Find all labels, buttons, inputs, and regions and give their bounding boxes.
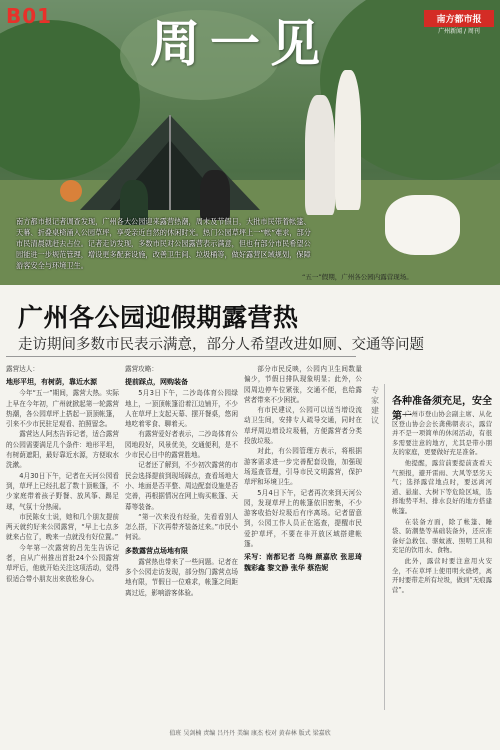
person-figure [305, 95, 335, 215]
reporter-credits: 采写：南都记者 乌梅 颜嘉欣 张思琦 魏彩鑫 黎文静 张华 蔡浩妮 [244, 553, 362, 573]
paragraph: 露营达人阿杰告诉记者，适合露营的公园需要满足几个条件：地形平坦，有树荫遮阳，最好靠近水源，方便取水洗漱。 [6, 430, 119, 470]
sidebar-text [392, 410, 492, 596]
paragraph: 5月4日下午，记者再次来到天河公园，发现草坪上的帐篷依旧密集，不少游客收拾好垃圾后有序离场。记者留意到，公园工作人员正在巡查，提醒市民爱护草坪，不要在非开放区域搭建帐篷。 [244, 488, 362, 549]
paragraph: 他提醒，露营前要提前查看天气预报，避开雷雨、大风等恶劣天气；选择露营地点时，要远离河道、悬崖、大树下等危险区域，选择地势平坦、排水良好的地方搭建帐篷。 [392, 458, 492, 515]
paragraph: 部分市民反映，公园内卫生间数量偏少，节假日排队现象明显；此外，公园周边停车位紧张，交通不便，也给露营者带来不少困扰。 [244, 365, 362, 404]
article-column-3 [244, 364, 362, 574]
paragraph: 市民陈女士说，她和几个朋友提前两天就约好来公园露营，“早上七点多就来占位了，晚来一点就没有好位置。” [6, 512, 119, 542]
paragraph: 4月30日下午，记者在天河公园看到，草坪上已经扎起了数十顶帐篷，不少家庭带着孩子野餐、放风筝、踢足球，气氛十分热闹。 [6, 471, 119, 511]
section-head: 多数露营点场地有限 [125, 546, 188, 555]
page-number: B01 [6, 4, 53, 28]
person-figure [385, 195, 460, 255]
page-footer: 值班 吴剑楠 责编 吕丹丹 美编 康杰 校对 黄春林 版式 梁嘉欣 [169, 730, 331, 737]
paragraph: 今年“五一”期间，露营大热。实际上早在今年初，广州就掀起第一轮露营热潮，各公园草坪上搭起一顶顶帐篷，引来不少市民驻足观看、拍照留念。 [6, 389, 119, 429]
newspaper-logo: 南方都市报 [424, 10, 494, 27]
headline: 广州各公园迎假期露营热 [18, 303, 299, 332]
article-column-2 [125, 364, 238, 598]
paragraph: 对此，有公园管理方表示，将根据游客需求进一步完善配套设施，加强现场巡查管理，引导市民文明露营，保护草坪和环境卫生。 [244, 447, 362, 487]
person-figure [335, 70, 361, 210]
paragraph: 有市民建议，公园可以适当增设流动卫生间，安排专人疏导交通，同时在草坪周边增设垃圾桶，方便露营者分类投放垃圾。 [244, 406, 362, 446]
divider [6, 356, 356, 357]
section-title: 周一见 [150, 14, 330, 73]
sidebar-label: 专家建议 [371, 386, 379, 425]
photo-overlay-text: 南方都市报记者调查发现，广州各大公园迎来露营热潮，周末及节假日，大批市民带着帐篷、天幕、折叠桌椅涌入公园草坪，享受亲近自然的休闲时光。热门公园草坪上一“帐”难求，部分市民清晨就赶去占位。记者走访发现，多数市民对公园露营表示满意，但也有部分市民希望公园能进一步规范管理，增设更多配套设施，改善卫生间、垃圾桶等，做好露营区域规划，保障游客安全与环境卫生。 [16, 217, 311, 270]
section-head: 提前踩点，网购装备 [125, 378, 188, 387]
ball [60, 180, 82, 202]
subheadline: 走访期间多数市民表示满意，部分人希望改进如厕、交通等问题 [18, 337, 424, 353]
paragraph: 有露营爱好者表示，二沙岛体育公园地段好，风景优美，交通便利，是不少市民心目中的露营胜地。 [125, 430, 238, 460]
paragraph: 此外，露营时要注意用火安全，不在草坪上使用明火烧烤，离开时要带走所有垃圾，做到“无痕露营”。 [392, 556, 492, 594]
logo-subtitle: 广州新闻 / 周刊 [438, 28, 480, 35]
tent-illustration [70, 110, 270, 230]
paragraph: 在装备方面，除了帐篷、睡袋、防潮垫等基础装备外，还应准备好急救包、驱蚊液、照明工具和充足的饮用水、食物。 [392, 517, 492, 555]
paragraph: “第一次来没有经验，先看看别人怎么搭，下次再带齐装备过来。”市民小何说。 [125, 512, 238, 542]
paragraph: 广州市登山协会副主席、从化区登山协会会长龚佛朝表示，露营并不是一项简单的休闲活动，有很多需要注意的地方，尤其是带小朋友的家庭，更要做好充足准备。 [392, 410, 492, 457]
article-column-1 [6, 364, 119, 584]
section-head: 地形平坦，有树荫，靠近水源 [6, 378, 97, 387]
paragraph: 5月3日下午，二沙岛体育公园绿地上，一顶顶帐篷沿着江边铺开，不少人在草坪上支起天幕、摆开餐桌，悠闲地吃着零食、聊着天。 [125, 389, 238, 429]
person-figure [200, 170, 230, 220]
paragraph: 记者还了解到，不少初次露营的市民会选择提前到现场踩点，查看场地大小、地面是否平整、周边配套设施是否完善，再根据情况在网上购买帐篷、天幕等装备。 [125, 461, 238, 511]
column-kicker: 露营达人： [6, 365, 39, 373]
paragraph: 露营热也带来了一些问题。记者在多个公园走访发现，部分热门露营点场地有限，节假日一位难求，帐篷之间距离过近，影响游客体验。 [125, 557, 238, 597]
photo-caption: “五一”假期，广州各公园内露营现场。 [302, 273, 413, 281]
sidebar-title: 各种准备须充足，安全第一 [392, 396, 492, 422]
column-kicker: 露营攻略： [125, 365, 158, 373]
paragraph: 今年第一次露营的吕先生告诉记者，自从广州推出首批24个公园露营草坪后，他就开始关注这项活动，觉得很适合带小朋友出来放松身心。 [6, 543, 119, 583]
